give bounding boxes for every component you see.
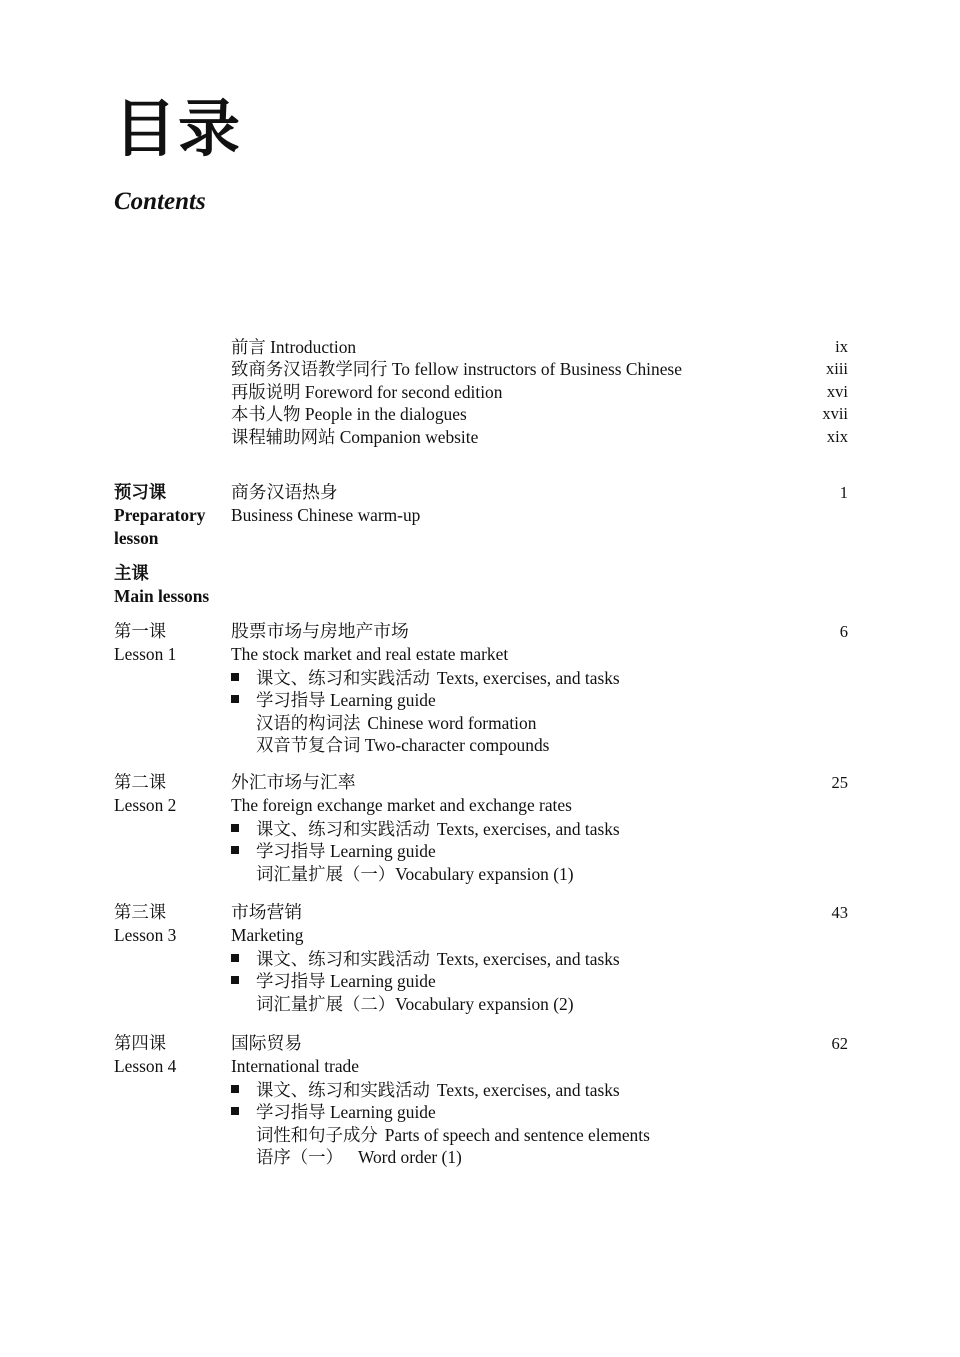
lesson-subitem-chinese: 词汇量扩展（二） bbox=[256, 993, 396, 1014]
lesson-row[interactable] bbox=[114, 771, 848, 885]
front-matter-label: 前言 Introduction bbox=[231, 337, 357, 357]
front-matter-label: 课程辅助网站 Companion website bbox=[231, 426, 479, 447]
lesson-bullet-english: Learning guide bbox=[329, 971, 436, 992]
main-lessons-header bbox=[114, 562, 848, 608]
square-bullet-icon bbox=[231, 948, 240, 970]
lesson-subitem-row[interactable] bbox=[231, 1146, 848, 1168]
lesson-subitem-chinese: 双音节复合词 bbox=[256, 735, 361, 756]
lesson-label bbox=[114, 620, 231, 666]
lesson-page-number: 6 bbox=[839, 622, 848, 641]
lesson-bullet-row[interactable] bbox=[231, 667, 848, 689]
lesson-bullet-chinese: 学习指导 bbox=[256, 1102, 326, 1123]
lesson-bullet-row[interactable] bbox=[231, 970, 848, 992]
front-matter-page-number: ix bbox=[835, 337, 848, 356]
lesson-bullet-chinese: 课文、练习和实践活动 bbox=[256, 819, 430, 839]
lesson-subitem-row[interactable] bbox=[231, 734, 848, 756]
lesson-subitem-row[interactable] bbox=[231, 1124, 848, 1146]
lesson-bullet-row[interactable] bbox=[231, 1101, 848, 1123]
lesson-bullet-english: Texts, exercises, and tasks bbox=[436, 1080, 620, 1100]
lesson-content bbox=[231, 620, 848, 757]
page-title-chinese: 目录 bbox=[114, 92, 243, 165]
lesson-label-english: Lesson 4 bbox=[114, 1056, 177, 1076]
lesson-bullet-chinese: 课文、练习和实践活动 bbox=[256, 949, 430, 969]
lesson-title-english: Marketing bbox=[231, 925, 304, 945]
front-matter-page-number: xvi bbox=[826, 381, 848, 401]
front-matter-row[interactable] bbox=[231, 403, 848, 425]
lesson-page-number: 43 bbox=[831, 903, 848, 922]
square-bullet-icon bbox=[231, 689, 240, 711]
lesson-row[interactable] bbox=[114, 620, 848, 757]
square-bullet-icon bbox=[231, 840, 240, 862]
lesson-content bbox=[231, 901, 848, 1015]
lesson-bullet-row[interactable] bbox=[231, 840, 848, 862]
lesson-bullets bbox=[231, 948, 848, 1015]
front-matter-row[interactable] bbox=[231, 381, 848, 403]
lesson-page-number: 25 bbox=[831, 773, 848, 792]
lesson-bullet-row[interactable] bbox=[231, 818, 848, 840]
lesson-subitem-chinese: 汉语的构词法 bbox=[256, 712, 361, 733]
lesson-bullet-row[interactable] bbox=[231, 689, 848, 711]
preparatory-title-chinese: 商务汉语热身 bbox=[231, 482, 338, 502]
lesson-subitem-row[interactable] bbox=[231, 712, 848, 734]
front-matter-row[interactable] bbox=[231, 426, 848, 448]
square-bullet-icon bbox=[231, 1101, 240, 1123]
preparatory-lesson-row[interactable] bbox=[114, 481, 848, 548]
lesson-bullets bbox=[231, 818, 848, 885]
lesson-bullets bbox=[231, 1079, 848, 1169]
preparatory-lesson-content bbox=[231, 481, 848, 527]
lesson-label-english: Lesson 2 bbox=[114, 795, 177, 815]
lesson-subitem-chinese: 语序（一） bbox=[256, 1147, 343, 1168]
lesson-content bbox=[231, 1032, 848, 1169]
lesson-bullet-english: Learning guide bbox=[329, 841, 436, 862]
lesson-bullet-row[interactable] bbox=[231, 948, 848, 970]
preparatory-lesson-label bbox=[114, 481, 231, 550]
lesson-title-chinese: 国际贸易 bbox=[231, 1033, 303, 1053]
lesson-title-english: The stock market and real estate market bbox=[231, 644, 509, 664]
square-bullet-icon bbox=[231, 970, 240, 992]
lesson-label-chinese: 第一课 bbox=[114, 621, 167, 641]
lesson-subitem-english: Vocabulary expansion (2) bbox=[395, 993, 574, 1014]
front-matter-page-number: xiii bbox=[825, 359, 848, 379]
lesson-subitem-chinese: 词性和句子成分 bbox=[256, 1124, 378, 1145]
lesson-label bbox=[114, 1032, 231, 1078]
main-lessons-label-chinese: 主课 bbox=[114, 563, 149, 583]
preparatory-label-english-line2: lesson bbox=[114, 528, 159, 548]
lesson-section bbox=[114, 901, 848, 1015]
lesson-label-chinese: 第四课 bbox=[114, 1033, 167, 1053]
preparatory-lesson-section bbox=[114, 481, 848, 548]
lesson-section bbox=[114, 771, 848, 885]
lesson-subitem-row[interactable] bbox=[231, 863, 848, 885]
lesson-subitem-chinese: 词汇量扩展（一） bbox=[256, 863, 396, 884]
lesson-title-english: International trade bbox=[231, 1056, 359, 1076]
lesson-subitem-english: Parts of speech and sentence elements bbox=[384, 1124, 650, 1145]
lesson-title-chinese: 外汇市场与汇率 bbox=[231, 772, 356, 792]
lesson-title-chinese: 市场营销 bbox=[231, 902, 303, 922]
main-lessons-label bbox=[114, 562, 848, 608]
square-bullet-icon bbox=[231, 818, 240, 840]
lesson-row[interactable] bbox=[114, 1032, 848, 1169]
lesson-bullet-english: Texts, exercises, and tasks bbox=[436, 668, 620, 688]
preparatory-page-number: 1 bbox=[839, 483, 848, 502]
front-matter-label: 本书人物 People in the dialogues bbox=[231, 404, 467, 425]
lesson-label-chinese: 第三课 bbox=[114, 902, 167, 922]
lesson-title-english: The foreign exchange market and exchange rates bbox=[231, 795, 572, 815]
lesson-subitem-english: Vocabulary expansion (1) bbox=[395, 863, 574, 884]
lesson-page-number: 62 bbox=[831, 1034, 848, 1053]
front-matter-label: 致商务汉语教学同行 To fellow instructors of Business Chinese bbox=[231, 359, 682, 380]
square-bullet-icon bbox=[231, 667, 240, 689]
lesson-subitem-english: Two-character compounds bbox=[364, 735, 550, 756]
lesson-label bbox=[114, 901, 231, 947]
lesson-bullet-chinese: 学习指导 bbox=[256, 690, 326, 711]
front-matter-row[interactable] bbox=[231, 358, 848, 380]
main-lessons-label-english: Main lessons bbox=[114, 586, 210, 606]
lesson-row[interactable] bbox=[114, 901, 848, 1015]
square-bullet-icon bbox=[231, 1079, 240, 1101]
lesson-bullet-chinese: 学习指导 bbox=[256, 841, 326, 862]
lesson-bullet-english: Learning guide bbox=[329, 690, 436, 711]
page-title-english: Contents bbox=[114, 188, 206, 215]
lesson-content bbox=[231, 771, 848, 885]
lesson-section bbox=[114, 620, 848, 757]
preparatory-label-english-line1: Preparatory bbox=[114, 505, 206, 525]
front-matter-label: 再版说明 Foreword for second edition bbox=[231, 381, 503, 402]
front-matter-page-number: xvii bbox=[822, 404, 848, 424]
lesson-bullet-chinese: 课文、练习和实践活动 bbox=[256, 1080, 430, 1100]
lesson-label-english: Lesson 1 bbox=[114, 644, 177, 664]
lesson-subitem-english: Word order (1) bbox=[357, 1147, 462, 1168]
front-matter-list bbox=[231, 336, 848, 448]
lesson-bullets bbox=[231, 667, 848, 757]
lesson-title-chinese: 股票市场与房地产市场 bbox=[231, 621, 409, 641]
lesson-bullet-row[interactable] bbox=[231, 1079, 848, 1101]
lesson-bullet-chinese: 学习指导 bbox=[256, 971, 326, 992]
lesson-label-chinese: 第二课 bbox=[114, 772, 167, 792]
front-matter-row[interactable] bbox=[231, 336, 848, 358]
lesson-bullet-english: Learning guide bbox=[329, 1102, 436, 1123]
preparatory-label-chinese: 预习课 bbox=[114, 482, 167, 502]
lesson-bullet-chinese: 课文、练习和实践活动 bbox=[256, 668, 430, 688]
lesson-bullet-english: Texts, exercises, and tasks bbox=[436, 819, 620, 839]
front-matter-page-number: xix bbox=[826, 426, 848, 446]
lesson-section bbox=[114, 1032, 848, 1169]
preparatory-title-english: Business Chinese warm-up bbox=[231, 505, 421, 525]
lesson-label bbox=[114, 771, 231, 817]
lesson-subitem-row[interactable] bbox=[231, 993, 848, 1015]
lesson-bullet-english: Texts, exercises, and tasks bbox=[436, 949, 620, 969]
lesson-subitem-english: Chinese word formation bbox=[367, 712, 537, 733]
lesson-label-english: Lesson 3 bbox=[114, 925, 177, 945]
